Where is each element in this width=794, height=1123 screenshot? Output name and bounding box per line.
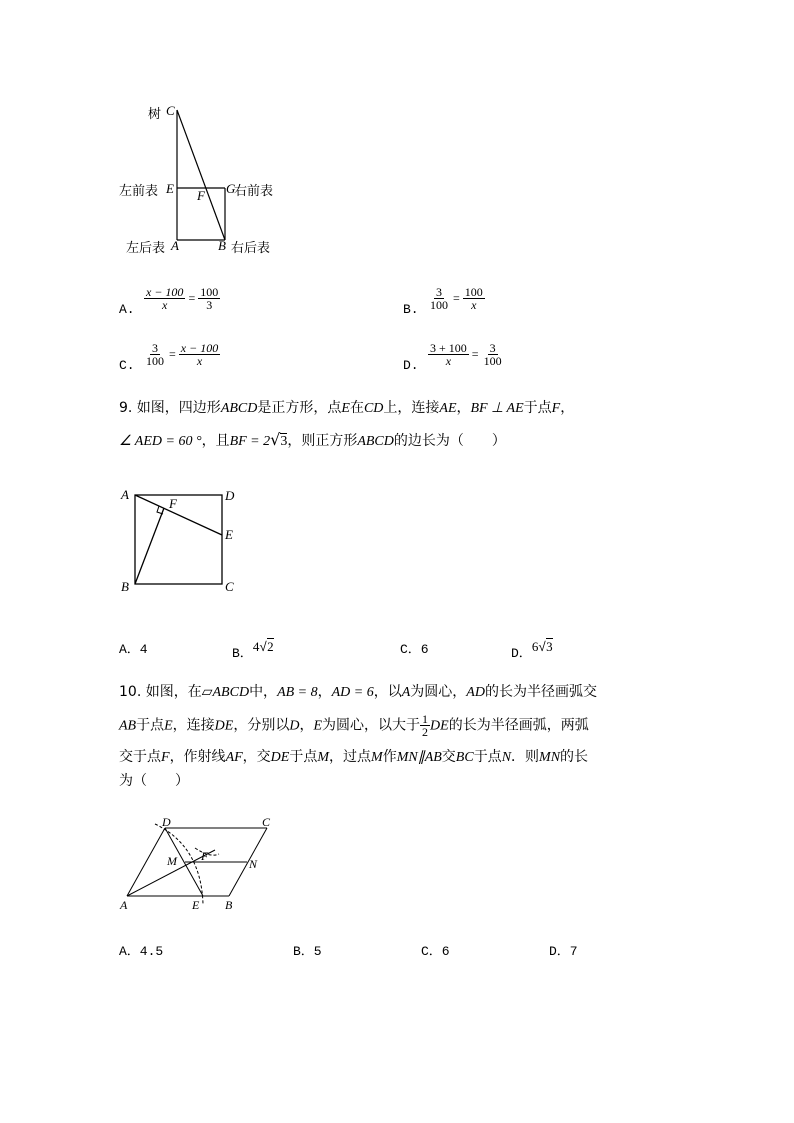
sq-point-e: E xyxy=(225,527,233,542)
right-back-label: 右后表 xyxy=(231,241,271,256)
pg-point-c: C xyxy=(262,815,271,829)
point-b: B xyxy=(218,238,226,253)
q10-line-2: AB于点E，连接DE，分别以D，E为圆心，以大于 $\frac{1}{2}$ DE的长为半径画弧，两弧 xyxy=(119,712,589,739)
q10-line-4: 为（ ） xyxy=(119,773,189,789)
q8-option-b-letter: B. xyxy=(403,302,419,317)
q8-option-c-equation: $\frac{3}{100}$ = $\frac{x - 100}{x}$ xyxy=(146,341,219,368)
point-a: A xyxy=(171,238,179,253)
q9-option-b: B．4√2 xyxy=(232,639,274,661)
pg-point-n: N xyxy=(249,857,258,871)
point-e: E xyxy=(166,181,174,196)
point-f: F xyxy=(197,188,205,203)
pg-point-e: E xyxy=(192,898,200,912)
q10-option-d: D．7 xyxy=(549,944,578,959)
q10-option-c: C．6 xyxy=(421,944,450,959)
sq-point-d: D xyxy=(225,488,235,503)
square-figure xyxy=(115,485,255,600)
q9-option-d: D．6√3 xyxy=(511,639,553,661)
q9-option-c: C．6 xyxy=(400,642,429,657)
q8-option-a-equation: $\frac{x - 100}{x}$ = $\frac{100}{3}$ xyxy=(146,285,219,312)
point-g: G xyxy=(226,181,236,196)
q9-option-a: A．4 xyxy=(119,642,148,657)
q8-option-d-letter: D. xyxy=(403,358,419,373)
pg-point-d: D xyxy=(162,815,171,829)
q8-option-d-equation: $\frac{3 + 100}{x}$ = $\frac{3}{100}$ xyxy=(430,341,502,368)
q8-option-b-equation: $\frac{3}{100}$ = $\frac{100}{x}$ xyxy=(430,285,483,312)
pg-point-m: M xyxy=(167,854,177,868)
q10-option-a: A．4.5 xyxy=(119,944,164,959)
sq-point-a: A xyxy=(121,487,129,502)
q9-line-2: ∠ AED = 60 °，且BF = 2√3，则正方形ABCD的边长为（ ） xyxy=(119,430,506,449)
q10-option-b: B．5 xyxy=(293,944,322,959)
pg-point-a: A xyxy=(120,898,128,912)
q8-option-a-letter: A. xyxy=(119,302,135,317)
tree-figure xyxy=(118,98,288,258)
sq-point-f: F xyxy=(169,496,177,511)
q10-line-1: 10. 如图，在▱ABCD中，AB = 8，AD = 6，以A为圆心，AD的长为半径画弧交 xyxy=(119,684,597,700)
left-front-label: 左前表 xyxy=(119,184,159,199)
tree-label: 树 xyxy=(148,107,162,122)
point-c: C xyxy=(166,103,175,118)
q10-line-3: 交于点F，作射线AF，交DE于点M，过点M作MN∥AB交BC于点N．则MN的长 xyxy=(119,749,589,765)
pg-point-b: B xyxy=(225,898,233,912)
sq-point-c: C xyxy=(225,579,234,594)
pg-point-f: F xyxy=(201,849,209,863)
right-front-label: 右前表 xyxy=(234,184,274,199)
parallelogram-figure xyxy=(115,812,285,914)
left-back-label: 左后表 xyxy=(126,241,166,256)
sq-point-b: B xyxy=(121,579,129,594)
q9-line-1: 9. 如图，四边形ABCD是正方形，点E在CD上，连接AE，BF ⊥ AE于点F， xyxy=(119,400,575,416)
q8-option-c-letter: C. xyxy=(119,358,135,373)
